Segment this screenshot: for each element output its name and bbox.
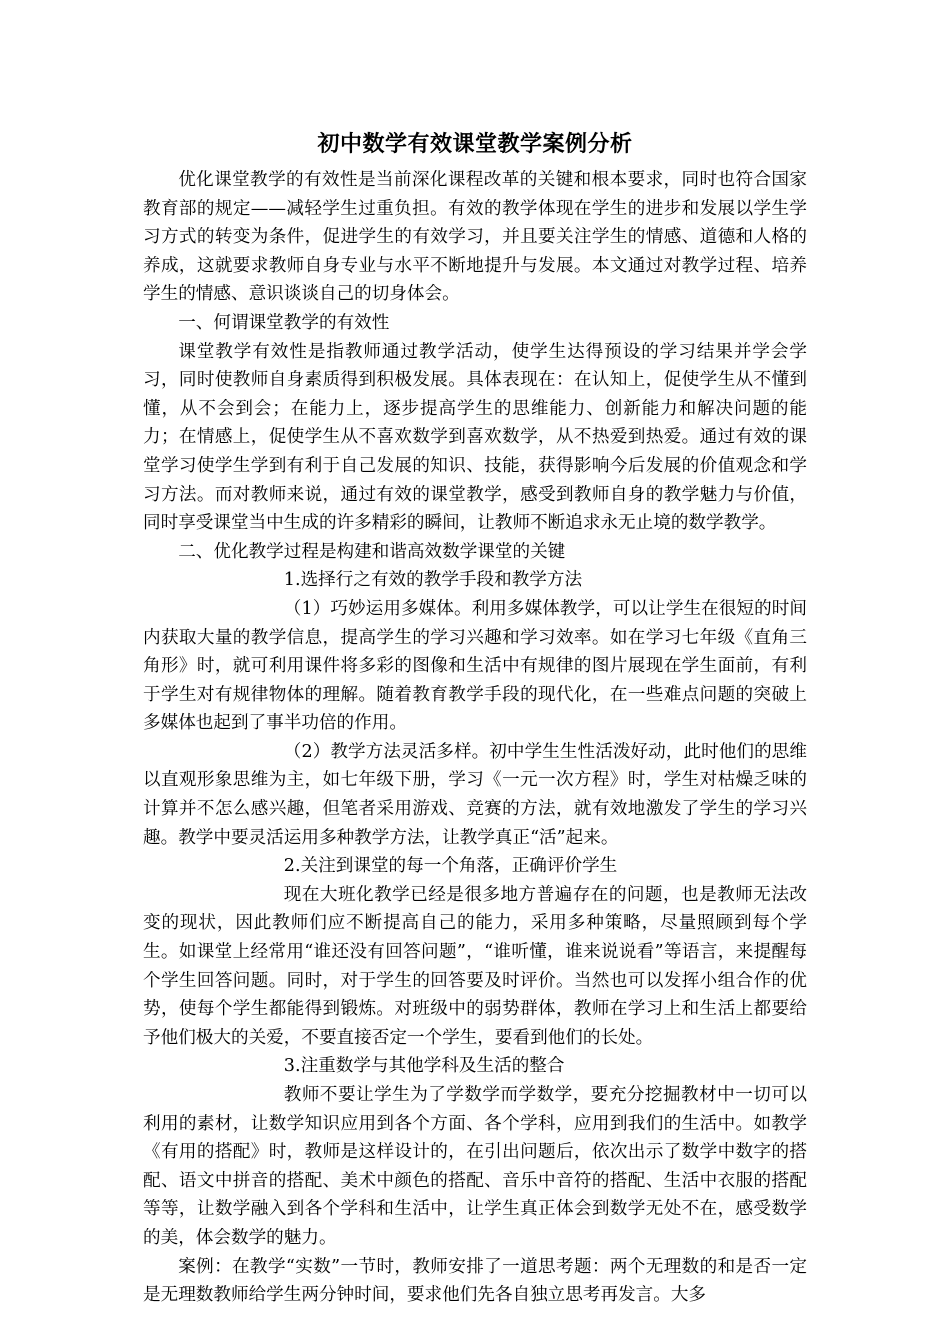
subheading-2-3: 3.注重数学与其他学科及生活的整合 <box>283 1056 565 1077</box>
title-part-1: 初中数学 <box>317 132 408 157</box>
case-paragraph: 案例：在教学“实数”一节时，教师安排了一道思考题：两个无理数的和是否一定是无理数教师给学生两分钟时间，要求他们先各自独立思考再发言。大多 <box>143 1256 807 1306</box>
intro-paragraph: 优化课堂教学的有效性是当前深化课程改革的关键和根本要求，同时也符合国家教育部的规定——减轻学生过重负担。有效的教学体现在学生的进步和发展以学生学习方式的转变为条件，促进学生的有效学习，并且要关注学生的情感、道德和人格的养成，这就要求教师自身专业与水平不断地提升与发展。本文通过对教学过程、培养学生的情感、意识谈谈自己的切身体会。 <box>143 170 807 305</box>
subheading-2-1: 1.选择行之有效的教学手段和教学方法 <box>283 570 583 591</box>
paragraph-2-2: 现在大班化教学已经是很多地方普遍存在的问题，也是教师无法改变的现状，因此教师们应不断提高自己的能力，采用多种策略，尽量照顾到每个学生。如课堂上经常用“谁还没有回答问题”，“谁听懂，谁来说说看”等语言，来提醒每个学生回答问题。同时，对于学生的回答要及时评价。当然也可以发挥小组合作的优势，使每个学生都能得到锻炼。对班级中的弱势群体，教师在学习上和生活上都要给予他们极大的关爱，不要直接否定一个学生，要看到他们的长处。 <box>143 884 807 1048</box>
section-heading-2: 二、优化教学过程是构建和谐高效数学课堂的关键 <box>178 541 566 562</box>
section-heading-1: 一、何谓课堂教学的有效性 <box>178 312 390 333</box>
title-part-2: 有效课堂教学案例分析 <box>407 132 633 157</box>
paragraph-2-1-2: （2）教学方法灵活多样。初中学生生性活泼好动，此时他们的思维以直观形象思维为主，如七年级下册，学习《一元一次方程》时，学生对枯燥乏味的计算并不怎么感兴趣，但笔者采用游戏、竞赛的方法，就有效地激发了学生的学习兴趣。教学中要灵活运用多种教学方法，让教学真正“活”起来。 <box>143 741 807 848</box>
document-title <box>143 128 807 162</box>
document-page <box>143 128 807 1310</box>
section-1-paragraph: 课堂教学有效性是指教师通过教学活动，使学生达得预设的学习结果并学会学习，同时使教师自身素质得到积极发展。具体表现在：在认知上，促使学生从不懂到懂，从不会到会；在能力上，逐步提高学生的思维能力、创新能力和解决问题的能力；在情感上，促使学生从不喜欢数学到喜欢数学，从不热爱到热爱。通过有效的课堂学习使学生学到有利于自己发展的知识、技能，获得影响今后发展的价值观念和学习方法。而对教师来说，通过有效的课堂教学，感受到教师自身的教学魅力与价值，同时享受课堂当中生成的许多精彩的瞬间，让教师不断追求永无止境的数学教学。 <box>143 341 807 534</box>
paragraph-2-3: 教师不要让学生为了学数学而学数学，要充分挖掘教材中一切可以利用的素材，让数学知识应用到各个方面、各个学科，应用到我们的生活中。如教学《有用的搭配》时，教师是这样设计的，在引出问题后，依次出示了数学中数字的搭配、语文中拼音的搭配、美术中颜色的搭配、音乐中音符的搭配、生活中衣服的搭配等等，让数学融入到各个学科和生活中，让学生真正体会到数学无处不在，感受数学的美，体会数学的魅力。 <box>143 1085 807 1248</box>
paragraph-2-1-1: （1）巧妙运用多媒体。利用多媒体教学，可以让学生在很短的时间内获取大量的教学信息，提高学生的学习兴趣和学习效率。如在学习七年级《直角三角形》时，就可利用课件将多彩的图像和生活中有规律的图片展现在学生面前，有利于学生对有规律物体的理解。随着教育教学手段的现代化，在一些难点问题的突破上多媒体也起到了事半功倍的作用。 <box>143 598 807 734</box>
subheading-2-2: 2.关注到课堂的每一个角落，正确评价学生 <box>283 856 618 877</box>
